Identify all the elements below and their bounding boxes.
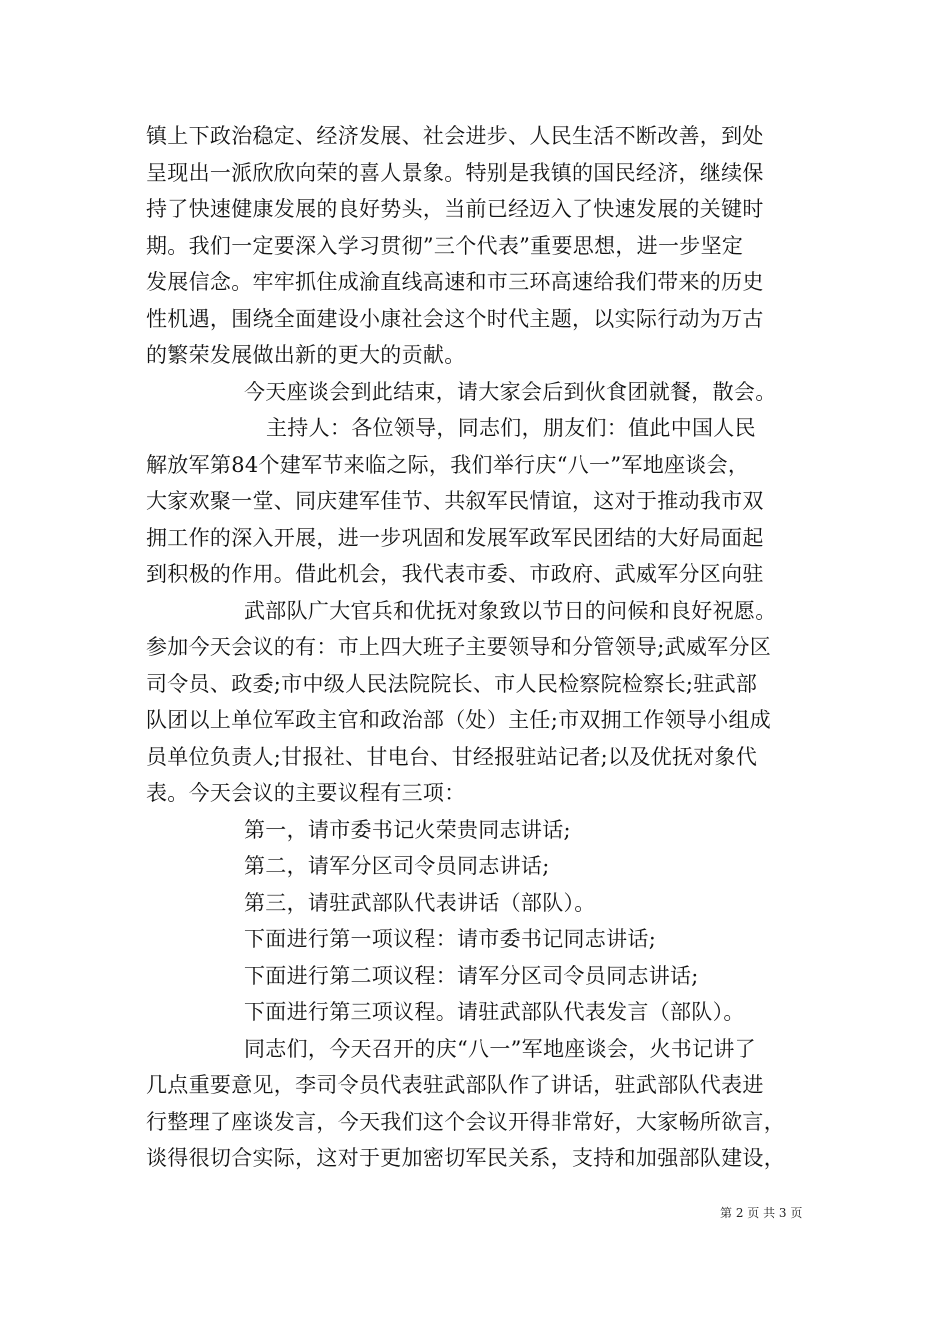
text-line: 大家欢聚一堂、同庆建军佳节、共叙军民情谊，这对于推动我市双 [146, 489, 764, 513]
text-line: 第二，请军分区司令员同志讲话; [244, 854, 550, 878]
text-line: 解放军第84个建军节来临之际，我们举行庆“八一”军地座谈会， [146, 452, 750, 477]
text-line: 发展信念。牢牢抓住成渝直线高速和市三环高速给我们带来的历史 [146, 270, 764, 294]
text-line: 今天座谈会到此结束，请大家会后到伙食团就餐，散会。 [244, 379, 777, 404]
text-line: 武部队广大官兵和优抚对象致以节日的问候和良好祝愿。 [244, 598, 777, 623]
text-line: 的繁荣发展做出新的更大的贡献。 [146, 343, 466, 367]
text-line: 下面进行第三项议程。请驻武部队代表发言（部队）。 [244, 1000, 745, 1024]
text-line: 队团以上单位军政主官和政治部（处）主任;市双拥工作领导小组成 [146, 708, 772, 732]
text-line: 员单位负责人;甘报社、甘电台、甘经报驻站记者;以及优抚对象代 [146, 744, 758, 769]
text-line: 第一，请市委书记火荣贵同志讲话; [244, 817, 571, 842]
text-line: 几点重要意见，李司令员代表驻武部队作了讲话，驻武部队代表进 [146, 1073, 764, 1097]
text-line: 拥工作的深入开展，进一步巩固和发展军政军民团结的大好局面起 [146, 525, 764, 550]
text-line: 谈得很切合实际，这对于更加密切军民关系，支持和加强部队建设， [146, 1146, 785, 1170]
text-line: 第三，请驻武部队代表讲话（部队）。 [244, 890, 596, 915]
text-line: 下面进行第一项议程：请市委书记同志讲话; [244, 927, 657, 951]
text-line: 主持人：各位领导，同志们，朋友们：值此中国人民 [266, 416, 756, 440]
text-line: 行整理了座谈发言，今天我们这个会议开得非常好，大家畅所欲言， [146, 1109, 785, 1134]
text-line: 下面进行第二项议程：请军分区司令员同志讲话; [244, 963, 699, 988]
text-line: 期。我们一定要深入学习贯彻”三个代表”重要思想，进一步坚定 [146, 233, 744, 258]
text-line: 司令员、政委;市中级人民法院院长、市人民检察院检察长;驻武部 [146, 671, 758, 696]
document-body [146, 118, 826, 1177]
page-number: 第 2 页 共 3 页 [720, 1206, 803, 1220]
text-line: 镇上下政治稳定、经济发展、社会进步、人民生活不断改善，到处 [146, 124, 764, 148]
text-line: 到积极的作用。借此机会，我代表市委、市政府、武威军分区向驻 [146, 562, 764, 586]
text-line: 表。今天会议的主要议程有三项： [146, 781, 466, 805]
text-line: 持了快速健康发展的良好势头，当前已经迈入了快速发展的关键时 [146, 197, 764, 221]
text-line: 性机遇，围绕全面建设小康社会这个时代主题，以实际行动为万古 [146, 306, 764, 331]
text-line: 呈现出一派欣欣向荣的喜人景象。特别是我镇的国民经济，继续保 [146, 160, 764, 185]
text-line: 同志们，今天召开的庆“八一”军地座谈会，火书记讲了 [244, 1036, 756, 1061]
text-line: 参加今天会议的有：市上四大班子主要领导和分管领导;武威军分区 [146, 635, 772, 659]
